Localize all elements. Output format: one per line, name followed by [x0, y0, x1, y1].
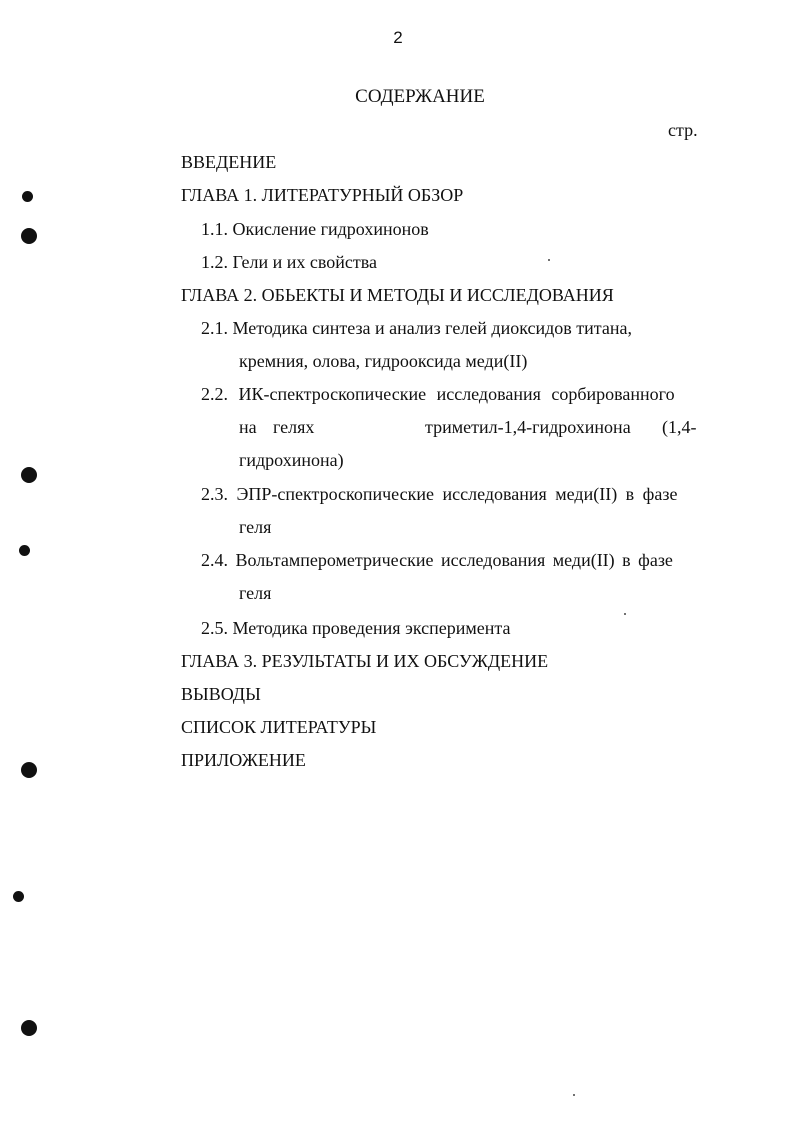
toc-entry-2-1-line-2: кремния, олова, гидрооксида меди(II)	[239, 351, 528, 371]
toc-entry-appendix: ПРИЛОЖЕНИЕ	[181, 750, 306, 770]
scan-speck	[624, 613, 626, 615]
scan-speck	[573, 1094, 575, 1096]
toc-entry-2-3-line-2: геля	[239, 517, 272, 537]
punch-hole-mark	[13, 891, 24, 902]
toc-entry-2-2-line-1: 2.2. ИК-спектроскопические исследования сорбированного	[201, 384, 675, 404]
toc-entry-2-2-line-3: гидрохинона)	[239, 450, 344, 470]
punch-hole-mark	[21, 762, 37, 778]
toc-entry-references: СПИСОК ЛИТЕРАТУРЫ	[181, 717, 377, 737]
page-number: 2	[393, 28, 403, 47]
toc-entry-2-4-line-1: 2.4. Вольтамперометрические исследования меди(II) в фазе	[201, 550, 673, 570]
punch-hole-mark	[21, 1020, 37, 1036]
punch-hole-mark	[21, 228, 37, 244]
toc-entry-chapter-2: ГЛАВА 2. ОБЬЕКТЫ И МЕТОДЫ И ИССЛЕДОВАНИЯ	[181, 285, 614, 305]
toc-entry-2-4-line-2: геля	[239, 583, 272, 603]
page-column-label: стр.	[668, 120, 698, 140]
toc-entry-2-5: 2.5. Методика проведения эксперимента	[201, 618, 511, 638]
toc-entry-chapter-1: ГЛАВА 1. ЛИТЕРАТУРНЫЙ ОБЗОР	[181, 185, 464, 205]
scan-speck	[548, 259, 550, 261]
toc-entry-introduction: ВВЕДЕНИЕ	[181, 152, 277, 172]
punch-hole-mark	[21, 467, 37, 483]
toc-title: СОДЕРЖАНИЕ	[355, 86, 485, 107]
toc-entry-1-2: 1.2. Гели и их свойства	[201, 252, 378, 272]
toc-entry-1-1: 1.1. Окисление гидрохинонов	[201, 219, 429, 239]
toc-entry-chapter-3: ГЛАВА 3. РЕЗУЛЬТАТЫ И ИХ ОБСУЖДЕНИЕ	[181, 651, 549, 671]
toc-entry-2-3-line-1: 2.3. ЭПР-спектроскопические исследования меди(II) в фазе	[201, 484, 678, 504]
toc-entry-2-1-line-1: 2.1. Методика синтеза и анализ гелей диоксидов титана,	[201, 318, 632, 338]
toc-entry-conclusions: ВЫВОДЫ	[181, 684, 261, 704]
punch-hole-mark	[19, 545, 30, 556]
punch-hole-mark	[22, 191, 33, 202]
